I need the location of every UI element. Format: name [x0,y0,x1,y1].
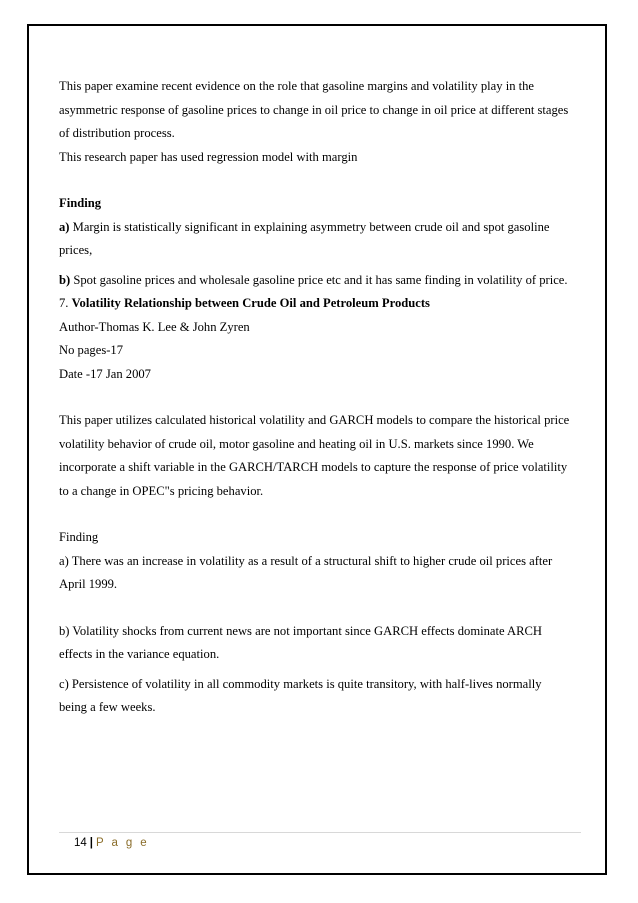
section-7-pages: No pages-17 [59,343,124,357]
summary-line-3: incorporate a shift variable in the GARCH/TARCH models to capture the response of price volatility [59,460,568,474]
section-7-date: Date -17 Jan 2007 [59,366,151,381]
finding2-b-line-2: effects in the variance equation. [59,647,220,661]
finding2-a-line-1: a) There was an increase in volatility as a result of a structural shift to higher crude oil prices after [59,553,553,568]
summary-line-1: This paper utilizes calculated historical volatility and GARCH models to compare the historical price [59,413,570,427]
section-7-heading: 7. Volatility Relationship between Crude Oil and Petroleum Products [59,296,430,310]
intro-line-4: This research paper has used regression model with margin [59,149,358,164]
intro-line-1: This paper examine recent evidence on the role that gasoline margins and volatility play in the [59,79,535,93]
footer-separator: | [89,837,94,849]
finding2-b-line-1: b) Volatility shocks from current news are not important since GARCH effects dominate ARCH [59,623,543,638]
finding-b-line-1: b) Spot gasoline prices and wholesale gasoline price etc and it has same finding in volatility of price. [59,272,568,287]
summary-line-4: to a change in OPEC"s pricing behavior. [59,483,264,498]
page-label: P a g e [96,837,150,849]
summary-line-2: volatility behavior of crude oil, motor gasoline and heating oil in U.S. markets since 1990. We [59,436,534,451]
finding-a-line-2: prices, [59,243,93,257]
finding2-c-line-1: c) Persistence of volatility in all commodity markets is quite transitory, with half-lives normally [59,676,542,691]
finding2-a-line-2: April 1999. [59,577,118,591]
intro-line-2: asymmetric response of gasoline prices to change in oil price to change in oil price at different stages [59,102,569,117]
page-number: 14 [74,837,87,849]
footer-divider [59,832,581,833]
finding-heading-2: Finding [59,530,99,544]
page-footer [74,837,149,849]
finding-a-line-1: a) Margin is statistically significant in explaining asymmetry between crude oil and spot gasoline [59,219,550,234]
finding-heading-1: Finding [59,196,101,210]
intro-line-3: of distribution process. [59,126,175,140]
section-7-author: Author-Thomas K. Lee & John Zyren [59,319,250,334]
finding2-c-line-2: being a few weeks. [59,700,156,714]
page-content [59,75,589,720]
